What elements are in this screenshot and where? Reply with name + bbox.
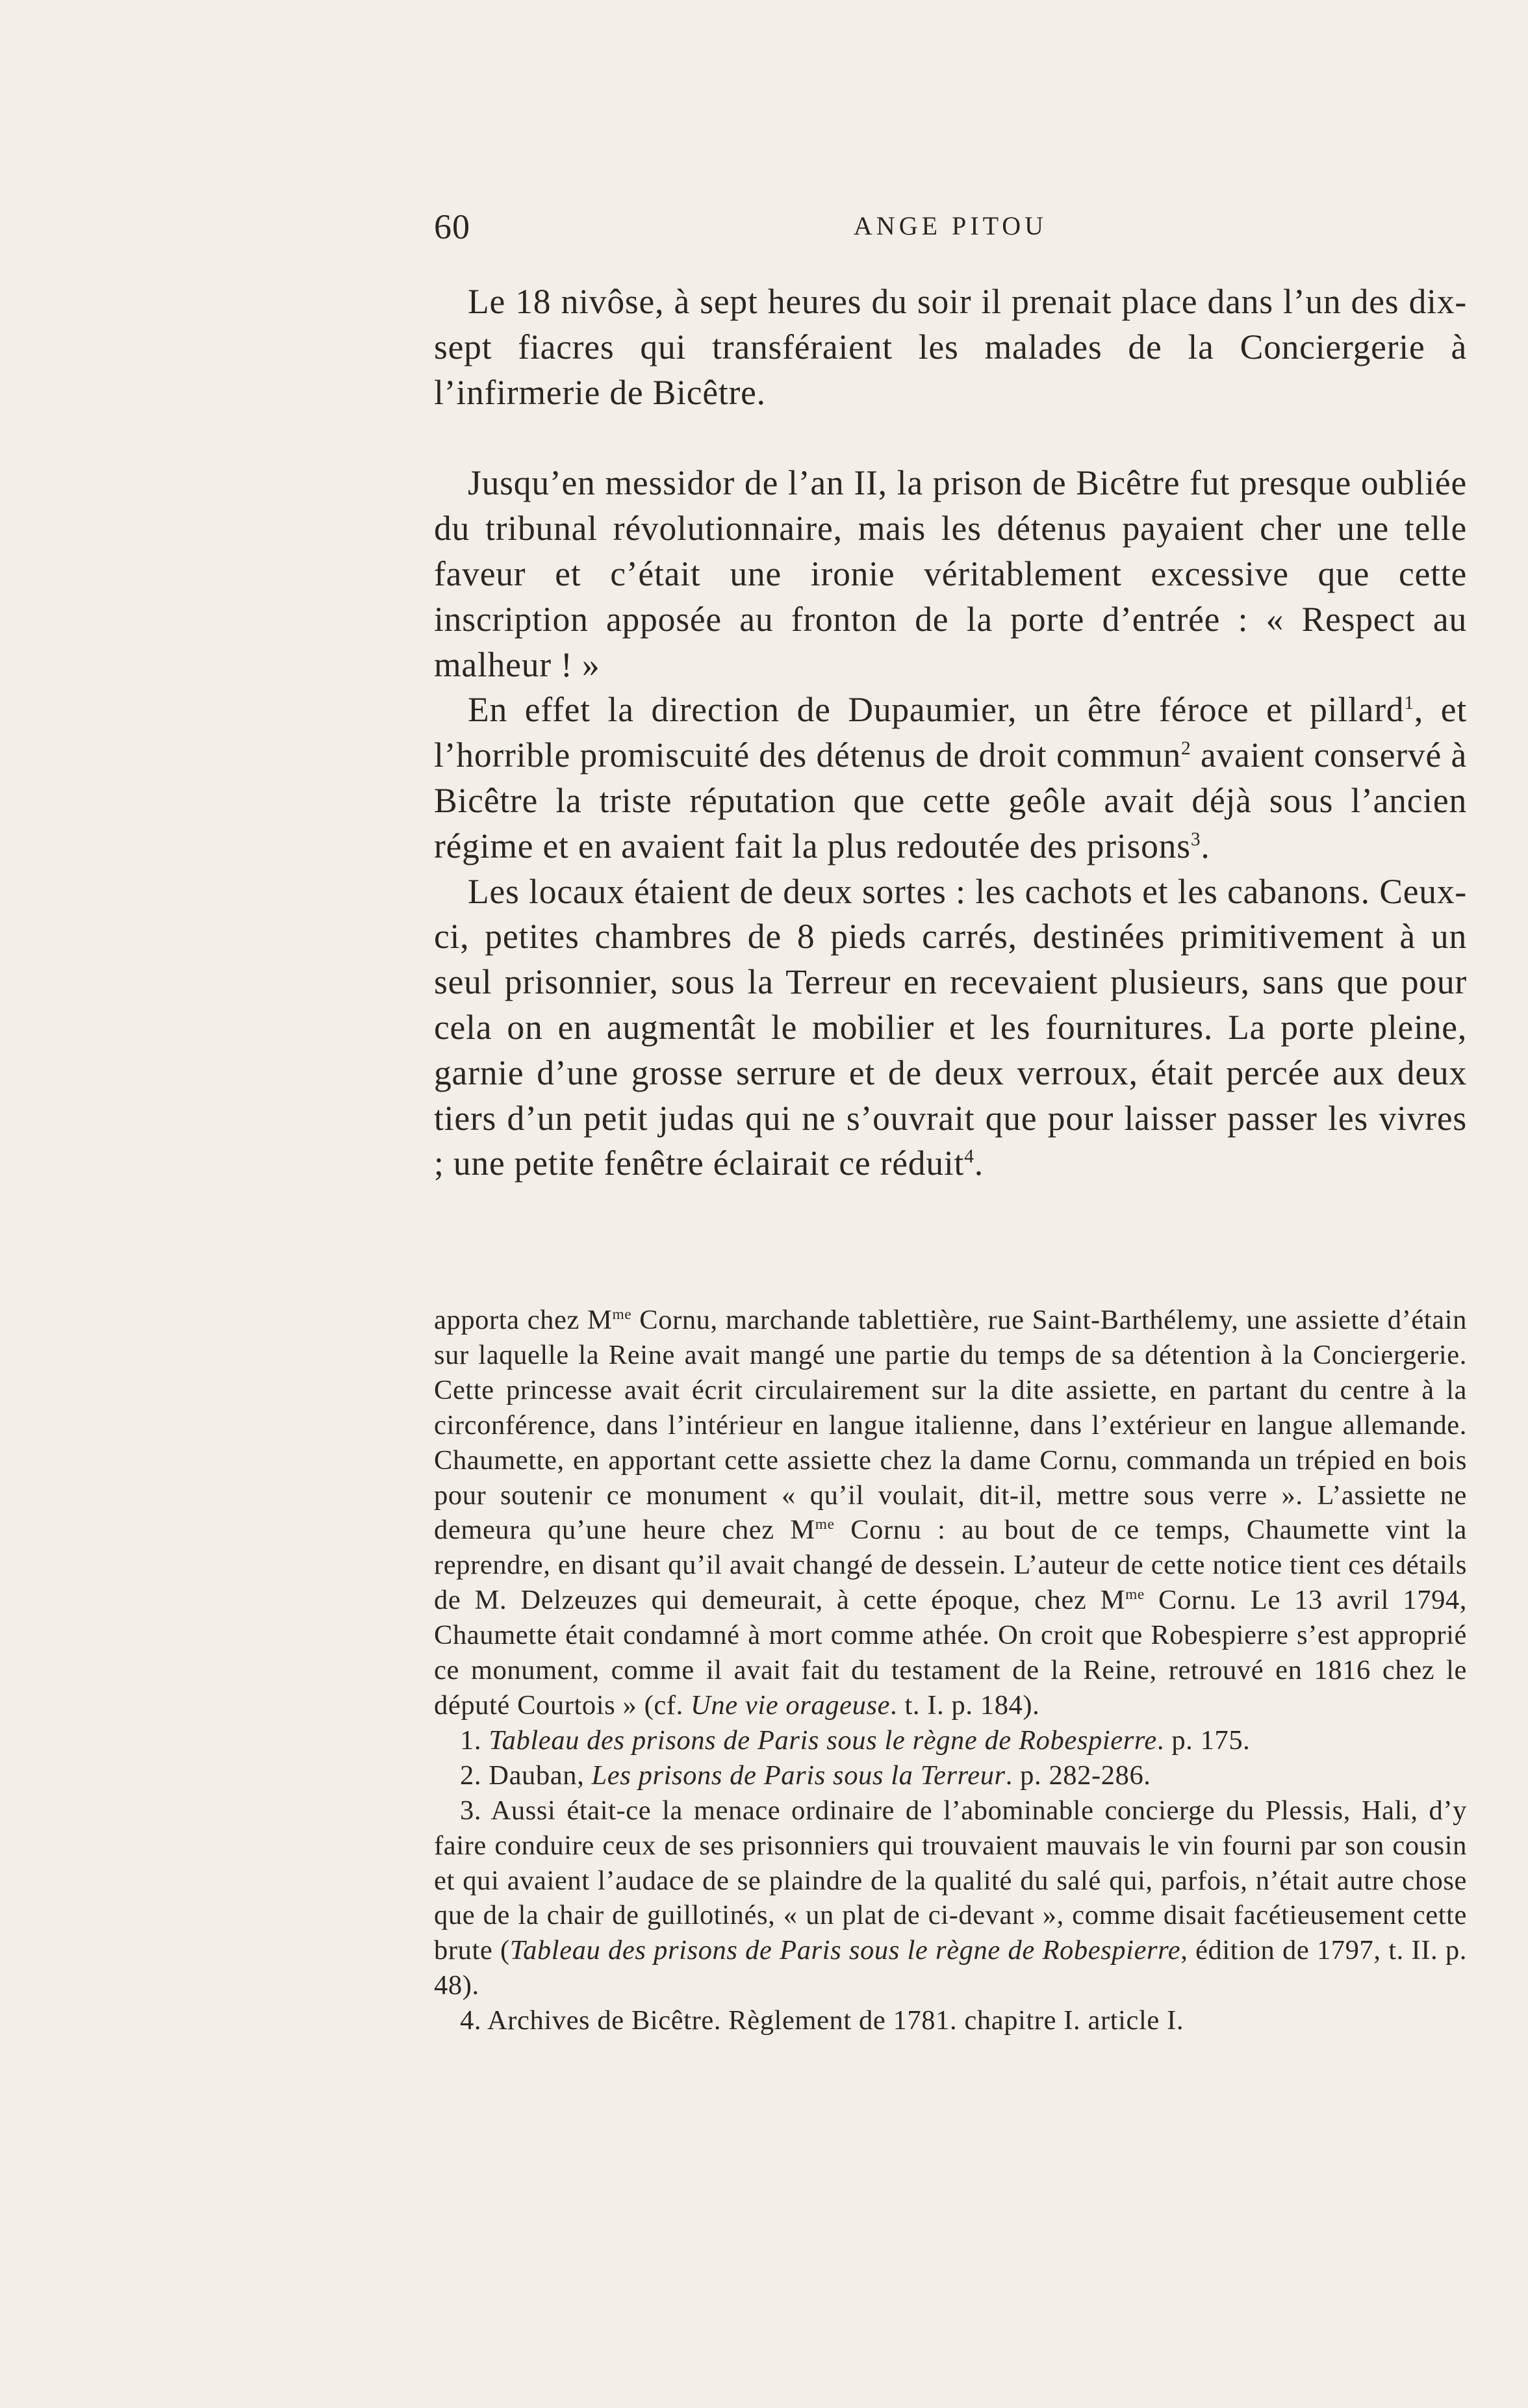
footnote-continuation xyxy=(434,1303,1467,1723)
footnote-ref-4: 4 xyxy=(964,1146,974,1168)
note-cont-sup-2: me xyxy=(815,1516,835,1533)
footnote-3-rest: , édition de 1797, t. II. p. 48). xyxy=(434,1935,1467,2001)
footnote-2 xyxy=(434,1758,1467,1793)
footnote-2-rest: . p. 282-286. xyxy=(1005,1760,1151,1791)
footnote-1-title: Tableau des prisons de Paris sous le règne de Robespierre xyxy=(489,1724,1157,1756)
footnote-4: 4. Archives de Bicêtre. Règlement de 1781. chapitre I. article I. xyxy=(460,2005,1184,2036)
note-cont-sup-3: me xyxy=(1125,1586,1145,1604)
note-cont-sup-1: me xyxy=(612,1305,632,1323)
footnotes xyxy=(434,1303,1467,2038)
footnote-3-title: Tableau des prisons de Paris sous le règne de Robespierre xyxy=(509,1935,1181,1966)
paragraph-4 xyxy=(434,869,1467,1187)
running-title: ANGE PITOU xyxy=(853,211,1048,240)
note-cont-d: Cornu. Le 13 avril 1794, Chaumette était condamné à mort comme athée. On croit que Robespierre s’est approprié ce monument, comme il avait fait du testament de la Reine, retrouvé en 1816 chez le député Courtois » (cf. xyxy=(434,1585,1467,1721)
footnote-2-title: Les prisons de Paris sous la Terreur xyxy=(591,1760,1006,1791)
note-cont-c: Cornu : au bout de ce temps, Chaumette vint la reprendre, en disant qu’il avait changé de dessein. L’auteur de cette notice tient ces détails de M. Delzeuzes qui demeurait, à cette époque, chez M xyxy=(434,1515,1468,1616)
main-text xyxy=(434,279,1467,1186)
paragraph-3 xyxy=(434,687,1467,869)
page-header xyxy=(434,207,1467,259)
footnote-1 xyxy=(434,1723,1467,1758)
paragraph-3-text-d: . xyxy=(1201,826,1210,865)
paragraph-2: Jusqu’en messidor de l’an II, la prison de Bicêtre fut presque oubliée du tribunal révolutionnaire, mais les détenus payaient cher une telle faveur et c’était une ironie véritablement excessive que cette inscription apposée au fronton de la porte d’entrée : « Respect au malheur ! » xyxy=(434,463,1467,684)
footnote-3 xyxy=(434,1793,1467,2003)
paragraph-3-text-a: En effet la direction de Dupaumier, un être féroce et pillard xyxy=(468,690,1405,730)
note-cont-e: . t. I. p. 184). xyxy=(890,1689,1040,1721)
paragraph-3-text-b: , et l’horrible promiscuité des détenus de droit commun xyxy=(434,690,1467,775)
footnote-3-text: 3. Aussi était-ce la menace ordinaire de l’abominable concierge du Plessis, Hali, d’y faire conduire ceux de ses prisonniers qui trouvaient mauvais le vin fourni par son cousin et qui avaient l’audace de se plaindre de la qualité du salé qui, parfois, n’était autre chose que de la chair de guillotinés, « un plat de ci-devant », comme disait facétieusement cette brute ( xyxy=(434,1795,1467,1966)
note-cont-italic: Une vie orageuse xyxy=(691,1689,891,1721)
footnote-1-number: 1. xyxy=(460,1724,482,1756)
paragraph-1: Le 18 nivôse, à sept heures du soir il prenait place dans l’un des dix-sept fiacres qui transféraient les malades de la Conciergerie à l’infirmerie de Bicêtre. xyxy=(434,282,1467,412)
note-cont-a: apporta chez M xyxy=(434,1305,613,1335)
note-cont-b: Cornu, marchande tablettière, rue Saint-Barthélemy, une assiette d’étain sur laquelle la Reine avait mangé une partie du temps de sa détention à la Conciergerie. Cette princesse avait écrit circulairement sur la dite assiette, en partant du centre à la circonférence, dans l’intérieur en langue italienne, dans l’extérieur en langue allemande. Chaumette, en apportant cette assiette chez la dame Cornu, commanda un trépied en bois pour soutenir ce monument « qu’il voulait, dit-il, mettre sous verre ». L’assiette ne demeura qu’une heure chez M xyxy=(434,1305,1468,1546)
paragraph-4-text-a: Les locaux étaient de deux sortes : les cachots et les cabanons. Ceux-ci, petites chambres de 8 pieds carrés, destinées primitivement à un seul prisonnier, sous la Terreur en recevaient plusieurs, sans que pour cela on en augmentât le mobilier et les fournitures. La porte pleine, garnie d’une grosse serrure et de deux verroux, était percée aux deux tiers d’un petit judas qui ne s’ouvrait que pour laisser passer les vivres ; une petite fenêtre éclairait ce réduit xyxy=(434,871,1467,1183)
footnote-ref-2: 2 xyxy=(1181,738,1191,760)
paragraph-3-text-c: avaient conservé à Bicêtre la triste réputation que cette geôle avait déjà sous l’ancien régime et en avaient fait la plus redoutée des prisons xyxy=(434,736,1467,865)
page-number: 60 xyxy=(434,207,470,246)
footnote-2-text: 2. Dauban, xyxy=(460,1760,592,1791)
footnote-ref-1: 1 xyxy=(1404,693,1414,714)
paragraph-4-text-b: . xyxy=(974,1144,984,1183)
footnote-ref-3: 3 xyxy=(1190,828,1201,850)
footnote-1-rest: . p. 175. xyxy=(1156,1724,1251,1756)
